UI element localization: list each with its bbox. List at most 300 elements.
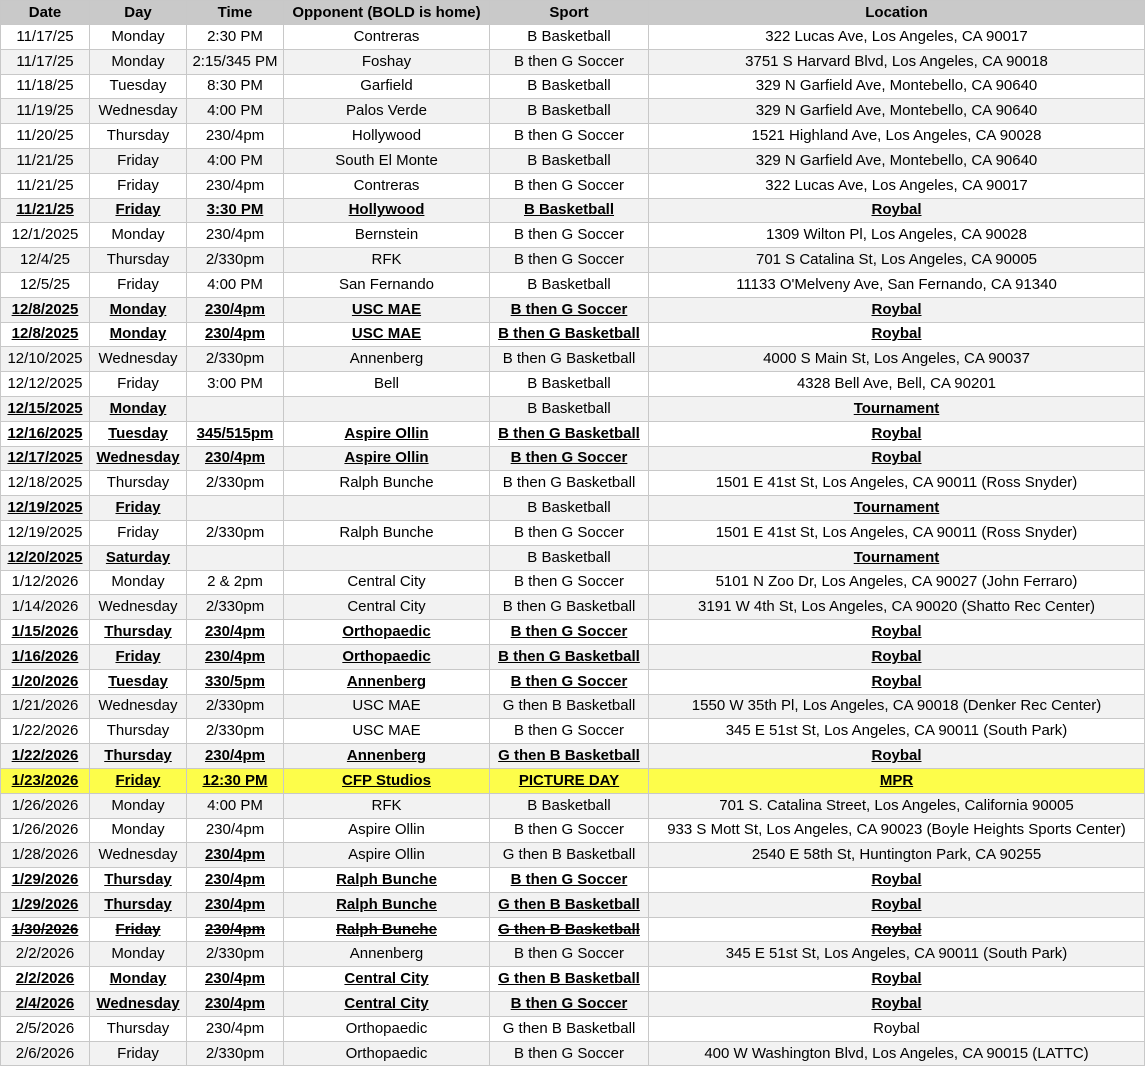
table-row: [1, 818, 1145, 843]
cell-date[interactable]: 11/20/25: [1, 124, 90, 149]
cell-day[interactable]: Monday: [90, 570, 187, 595]
cell-date[interactable]: 1/26/2026: [1, 793, 90, 818]
cell-opponent[interactable]: Annenberg: [284, 942, 490, 967]
cell-location[interactable]: 3191 W 4th St, Los Angeles, CA 90020 (Shatto Rec Center): [649, 595, 1145, 620]
cell-date[interactable]: 12/5/25: [1, 272, 90, 297]
cell-day[interactable]: Monday: [90, 818, 187, 843]
cell-day[interactable]: Thursday: [90, 744, 187, 769]
table-row: [1, 620, 1145, 645]
table-row: [1, 942, 1145, 967]
cell-location[interactable]: Tournament: [649, 545, 1145, 570]
cell-date[interactable]: 11/17/25: [1, 49, 90, 74]
cell-day[interactable]: Thursday: [90, 1016, 187, 1041]
table-row: [1, 669, 1145, 694]
cell-time[interactable]: 2/330pm: [187, 719, 284, 744]
table-row: [1, 868, 1145, 893]
table-row: [1, 223, 1145, 248]
cell-date[interactable]: 2/5/2026: [1, 1016, 90, 1041]
cell-day[interactable]: Monday: [90, 396, 187, 421]
cell-opponent[interactable]: Foshay: [284, 49, 490, 74]
table-row: [1, 843, 1145, 868]
cell-day[interactable]: Wednesday: [90, 347, 187, 372]
cell-sport[interactable]: B then G Soccer: [490, 49, 649, 74]
cell-date[interactable]: 2/2/2026: [1, 967, 90, 992]
cell-location[interactable]: Roybal: [649, 892, 1145, 917]
cell-location[interactable]: 933 S Mott St, Los Angeles, CA 90023 (Boyle Heights Sports Center): [649, 818, 1145, 843]
cell-day[interactable]: Wednesday: [90, 99, 187, 124]
cell-time[interactable]: 230/4pm: [187, 620, 284, 645]
cell-day[interactable]: Wednesday: [90, 694, 187, 719]
cell-sport[interactable]: B then G Soccer: [490, 620, 649, 645]
cell-date[interactable]: 2/2/2026: [1, 942, 90, 967]
cell-time[interactable]: [187, 496, 284, 521]
cell-sport[interactable]: B then G Soccer: [490, 669, 649, 694]
cell-location[interactable]: 345 E 51st St, Los Angeles, CA 90011 (South Park): [649, 942, 1145, 967]
cell-day[interactable]: Wednesday: [90, 992, 187, 1017]
cell-time[interactable]: 345/515pm: [187, 421, 284, 446]
cell-opponent[interactable]: CFP Studios: [284, 768, 490, 793]
cell-date[interactable]: 1/23/2026: [1, 768, 90, 793]
cell-location[interactable]: 322 Lucas Ave, Los Angeles, CA 90017: [649, 173, 1145, 198]
cell-day[interactable]: Monday: [90, 297, 187, 322]
cell-date[interactable]: 12/19/2025: [1, 496, 90, 521]
cell-time[interactable]: [187, 396, 284, 421]
cell-sport[interactable]: B then G Soccer: [490, 818, 649, 843]
cell-sport[interactable]: G then B Basketball: [490, 917, 649, 942]
cell-time[interactable]: [187, 545, 284, 570]
cell-time[interactable]: 2/330pm: [187, 347, 284, 372]
cell-day[interactable]: Friday: [90, 148, 187, 173]
cell-opponent[interactable]: Orthopaedic: [284, 1016, 490, 1041]
table-row: [1, 74, 1145, 99]
table-row: [1, 272, 1145, 297]
cell-location[interactable]: 329 N Garfield Ave, Montebello, CA 90640: [649, 74, 1145, 99]
cell-day[interactable]: Monday: [90, 942, 187, 967]
cell-date[interactable]: 12/16/2025: [1, 421, 90, 446]
cell-opponent[interactable]: Ralph Bunche: [284, 471, 490, 496]
cell-location[interactable]: 329 N Garfield Ave, Montebello, CA 90640: [649, 148, 1145, 173]
cell-opponent[interactable]: RFK: [284, 248, 490, 273]
table-row: [1, 446, 1145, 471]
cell-location[interactable]: 4328 Bell Ave, Bell, CA 90201: [649, 372, 1145, 397]
cell-sport[interactable]: B Basketball: [490, 148, 649, 173]
cell-time[interactable]: 230/4pm: [187, 818, 284, 843]
column-header-opponent[interactable]: Opponent (BOLD is home): [284, 1, 490, 25]
cell-time[interactable]: 2 & 2pm: [187, 570, 284, 595]
cell-sport[interactable]: B Basketball: [490, 496, 649, 521]
cell-sport[interactable]: B Basketball: [490, 198, 649, 223]
cell-location[interactable]: 322 Lucas Ave, Los Angeles, CA 90017: [649, 25, 1145, 50]
table-row: [1, 99, 1145, 124]
cell-sport[interactable]: B then G Basketball: [490, 421, 649, 446]
cell-sport[interactable]: B then G Soccer: [490, 173, 649, 198]
cell-date[interactable]: 1/30/2026: [1, 917, 90, 942]
column-header-time[interactable]: Time: [187, 1, 284, 25]
cell-sport[interactable]: B then G Basketball: [490, 595, 649, 620]
cell-date[interactable]: 12/20/2025: [1, 545, 90, 570]
cell-location[interactable]: Roybal: [649, 744, 1145, 769]
cell-sport[interactable]: B then G Soccer: [490, 992, 649, 1017]
cell-time[interactable]: 230/4pm: [187, 1016, 284, 1041]
cell-time[interactable]: 4:00 PM: [187, 793, 284, 818]
cell-location[interactable]: 701 S. Catalina Street, Los Angeles, California 90005: [649, 793, 1145, 818]
cell-opponent[interactable]: Palos Verde: [284, 99, 490, 124]
table-row: [1, 49, 1145, 74]
table-row: [1, 372, 1145, 397]
cell-day[interactable]: Thursday: [90, 719, 187, 744]
table-row: [1, 148, 1145, 173]
cell-opponent[interactable]: [284, 545, 490, 570]
cell-time[interactable]: 4:00 PM: [187, 148, 284, 173]
table-row: [1, 793, 1145, 818]
cell-day[interactable]: Thursday: [90, 868, 187, 893]
cell-location[interactable]: Roybal: [649, 992, 1145, 1017]
cell-opponent[interactable]: Central City: [284, 967, 490, 992]
cell-day[interactable]: Monday: [90, 967, 187, 992]
cell-day[interactable]: Wednesday: [90, 446, 187, 471]
cell-time[interactable]: 330/5pm: [187, 669, 284, 694]
cell-date[interactable]: 1/20/2026: [1, 669, 90, 694]
table-row: [1, 967, 1145, 992]
cell-time[interactable]: 2/330pm: [187, 248, 284, 273]
cell-date[interactable]: 11/17/25: [1, 25, 90, 50]
cell-location[interactable]: Roybal: [649, 868, 1145, 893]
table-row: [1, 1041, 1145, 1066]
cell-time[interactable]: 2/330pm: [187, 520, 284, 545]
cell-day[interactable]: Friday: [90, 372, 187, 397]
cell-date[interactable]: 2/4/2026: [1, 992, 90, 1017]
cell-date[interactable]: 12/18/2025: [1, 471, 90, 496]
cell-day[interactable]: Friday: [90, 198, 187, 223]
cell-location[interactable]: Roybal: [649, 446, 1145, 471]
cell-date[interactable]: 1/15/2026: [1, 620, 90, 645]
cell-time[interactable]: 230/4pm: [187, 868, 284, 893]
cell-time[interactable]: 2/330pm: [187, 942, 284, 967]
cell-time[interactable]: 230/4pm: [187, 843, 284, 868]
cell-location[interactable]: Roybal: [649, 421, 1145, 446]
cell-day[interactable]: Tuesday: [90, 669, 187, 694]
cell-date[interactable]: 12/17/2025: [1, 446, 90, 471]
cell-sport[interactable]: B then G Soccer: [490, 570, 649, 595]
cell-sport[interactable]: B then G Soccer: [490, 223, 649, 248]
cell-opponent[interactable]: Garfield: [284, 74, 490, 99]
cell-opponent[interactable]: Hollywood: [284, 198, 490, 223]
cell-sport[interactable]: B then G Basketball: [490, 644, 649, 669]
column-header-day[interactable]: Day: [90, 1, 187, 25]
cell-sport[interactable]: B then G Soccer: [490, 1041, 649, 1066]
cell-sport[interactable]: B then G Soccer: [490, 719, 649, 744]
cell-time[interactable]: 230/4pm: [187, 297, 284, 322]
cell-sport[interactable]: B Basketball: [490, 396, 649, 421]
cell-opponent[interactable]: Aspire Ollin: [284, 843, 490, 868]
cell-location[interactable]: 345 E 51st St, Los Angeles, CA 90011 (South Park): [649, 719, 1145, 744]
cell-date[interactable]: 11/21/25: [1, 198, 90, 223]
table-row: [1, 768, 1145, 793]
table-row: [1, 297, 1145, 322]
cell-day[interactable]: Thursday: [90, 248, 187, 273]
cell-opponent[interactable]: Ralph Bunche: [284, 892, 490, 917]
cell-opponent[interactable]: Aspire Ollin: [284, 446, 490, 471]
cell-day[interactable]: Thursday: [90, 620, 187, 645]
cell-time[interactable]: 3:30 PM: [187, 198, 284, 223]
cell-date[interactable]: 1/12/2026: [1, 570, 90, 595]
cell-opponent[interactable]: Annenberg: [284, 669, 490, 694]
cell-day[interactable]: Friday: [90, 173, 187, 198]
cell-location[interactable]: Tournament: [649, 496, 1145, 521]
table-row: [1, 892, 1145, 917]
cell-location[interactable]: 400 W Washington Blvd, Los Angeles, CA 90015 (LATTC): [649, 1041, 1145, 1066]
cell-sport[interactable]: B Basketball: [490, 793, 649, 818]
cell-date[interactable]: 12/10/2025: [1, 347, 90, 372]
cell-opponent[interactable]: Central City: [284, 595, 490, 620]
cell-time[interactable]: 230/4pm: [187, 446, 284, 471]
table-row: [1, 545, 1145, 570]
cell-day[interactable]: Thursday: [90, 124, 187, 149]
table-row: [1, 694, 1145, 719]
cell-date[interactable]: 12/8/2025: [1, 322, 90, 347]
cell-location[interactable]: 4000 S Main St, Los Angeles, CA 90037: [649, 347, 1145, 372]
cell-location[interactable]: 1521 Highland Ave, Los Angeles, CA 90028: [649, 124, 1145, 149]
cell-time[interactable]: 3:00 PM: [187, 372, 284, 397]
cell-day[interactable]: Tuesday: [90, 74, 187, 99]
cell-date[interactable]: 12/4/25: [1, 248, 90, 273]
cell-location[interactable]: 1501 E 41st St, Los Angeles, CA 90011 (Ross Snyder): [649, 471, 1145, 496]
cell-opponent[interactable]: Annenberg: [284, 347, 490, 372]
cell-opponent[interactable]: Bernstein: [284, 223, 490, 248]
cell-sport[interactable]: B Basketball: [490, 372, 649, 397]
cell-day[interactable]: Tuesday: [90, 421, 187, 446]
cell-day[interactable]: Thursday: [90, 892, 187, 917]
cell-opponent[interactable]: San Fernando: [284, 272, 490, 297]
cell-time[interactable]: 2/330pm: [187, 694, 284, 719]
cell-sport[interactable]: B then G Soccer: [490, 124, 649, 149]
cell-date[interactable]: 12/1/2025: [1, 223, 90, 248]
cell-day[interactable]: Friday: [90, 917, 187, 942]
cell-opponent[interactable]: Ralph Bunche: [284, 868, 490, 893]
cell-day[interactable]: Monday: [90, 49, 187, 74]
cell-sport[interactable]: B then G Soccer: [490, 297, 649, 322]
table-row: [1, 173, 1145, 198]
cell-location[interactable]: Roybal: [649, 967, 1145, 992]
cell-sport[interactable]: B then G Soccer: [490, 868, 649, 893]
cell-location[interactable]: 1550 W 35th Pl, Los Angeles, CA 90018 (Denker Rec Center): [649, 694, 1145, 719]
cell-location[interactable]: Roybal: [649, 297, 1145, 322]
cell-sport[interactable]: B Basketball: [490, 99, 649, 124]
table-row: [1, 421, 1145, 446]
cell-date[interactable]: 1/22/2026: [1, 719, 90, 744]
table-row: [1, 917, 1145, 942]
cell-opponent[interactable]: South El Monte: [284, 148, 490, 173]
cell-sport[interactable]: B Basketball: [490, 272, 649, 297]
cell-date[interactable]: 1/26/2026: [1, 818, 90, 843]
cell-opponent[interactable]: Annenberg: [284, 744, 490, 769]
table-row: [1, 496, 1145, 521]
cell-location[interactable]: Roybal: [649, 669, 1145, 694]
cell-time[interactable]: 8:30 PM: [187, 74, 284, 99]
cell-opponent[interactable]: Central City: [284, 570, 490, 595]
cell-date[interactable]: 11/19/25: [1, 99, 90, 124]
cell-location[interactable]: Roybal: [649, 1016, 1145, 1041]
cell-opponent[interactable]: Orthopaedic: [284, 1041, 490, 1066]
table-row: [1, 744, 1145, 769]
cell-sport[interactable]: G then B Basketball: [490, 843, 649, 868]
cell-day[interactable]: Wednesday: [90, 595, 187, 620]
cell-opponent[interactable]: RFK: [284, 793, 490, 818]
cell-opponent[interactable]: Ralph Bunche: [284, 520, 490, 545]
header-row: [1, 1, 1145, 25]
cell-day[interactable]: Thursday: [90, 471, 187, 496]
cell-sport[interactable]: B then G Soccer: [490, 520, 649, 545]
cell-date[interactable]: 12/8/2025: [1, 297, 90, 322]
table-row: [1, 248, 1145, 273]
cell-time[interactable]: 2/330pm: [187, 1041, 284, 1066]
table-row: [1, 471, 1145, 496]
cell-sport[interactable]: B then G Basketball: [490, 471, 649, 496]
cell-opponent[interactable]: Aspire Ollin: [284, 818, 490, 843]
table-row: [1, 396, 1145, 421]
cell-opponent[interactable]: Orthopaedic: [284, 644, 490, 669]
cell-opponent[interactable]: Ralph Bunche: [284, 917, 490, 942]
cell-day[interactable]: Friday: [90, 768, 187, 793]
cell-time[interactable]: 230/4pm: [187, 917, 284, 942]
cell-location[interactable]: Roybal: [649, 198, 1145, 223]
cell-opponent[interactable]: Central City: [284, 992, 490, 1017]
cell-time[interactable]: 230/4pm: [187, 223, 284, 248]
table-row: [1, 124, 1145, 149]
cell-sport[interactable]: B Basketball: [490, 74, 649, 99]
cell-location[interactable]: 3751 S Harvard Blvd, Los Angeles, CA 90018: [649, 49, 1145, 74]
cell-date[interactable]: 12/12/2025: [1, 372, 90, 397]
cell-opponent[interactable]: Aspire Ollin: [284, 421, 490, 446]
cell-location[interactable]: 2540 E 58th St, Huntington Park, CA 90255: [649, 843, 1145, 868]
cell-sport[interactable]: B then G Soccer: [490, 248, 649, 273]
cell-location[interactable]: 1309 Wilton Pl, Los Angeles, CA 90028: [649, 223, 1145, 248]
cell-time[interactable]: 2/330pm: [187, 471, 284, 496]
cell-opponent[interactable]: Orthopaedic: [284, 620, 490, 645]
cell-date[interactable]: 11/18/25: [1, 74, 90, 99]
cell-opponent[interactable]: Contreras: [284, 173, 490, 198]
cell-location[interactable]: Roybal: [649, 917, 1145, 942]
cell-sport[interactable]: B Basketball: [490, 25, 649, 50]
cell-day[interactable]: Saturday: [90, 545, 187, 570]
cell-date[interactable]: 1/22/2026: [1, 744, 90, 769]
cell-sport[interactable]: B then G Basketball: [490, 322, 649, 347]
cell-sport[interactable]: PICTURE DAY: [490, 768, 649, 793]
cell-day[interactable]: Friday: [90, 496, 187, 521]
cell-day[interactable]: Monday: [90, 793, 187, 818]
cell-day[interactable]: Friday: [90, 520, 187, 545]
cell-opponent[interactable]: USC MAE: [284, 322, 490, 347]
cell-time[interactable]: 230/4pm: [187, 322, 284, 347]
cell-opponent[interactable]: [284, 396, 490, 421]
cell-day[interactable]: Friday: [90, 644, 187, 669]
cell-day[interactable]: Friday: [90, 1041, 187, 1066]
cell-location[interactable]: Roybal: [649, 644, 1145, 669]
cell-location[interactable]: Roybal: [649, 322, 1145, 347]
cell-day[interactable]: Monday: [90, 25, 187, 50]
cell-sport[interactable]: G then B Basketball: [490, 744, 649, 769]
cell-sport[interactable]: G then B Basketball: [490, 1016, 649, 1041]
cell-location[interactable]: 5101 N Zoo Dr, Los Angeles, CA 90027 (John Ferraro): [649, 570, 1145, 595]
cell-location[interactable]: 11133 O'Melveny Ave, San Fernando, CA 91340: [649, 272, 1145, 297]
cell-sport[interactable]: B then G Basketball: [490, 347, 649, 372]
cell-location[interactable]: 1501 E 41st St, Los Angeles, CA 90011 (Ross Snyder): [649, 520, 1145, 545]
table-row: [1, 1016, 1145, 1041]
cell-date[interactable]: 11/21/25: [1, 148, 90, 173]
cell-location[interactable]: MPR: [649, 768, 1145, 793]
cell-day[interactable]: Wednesday: [90, 843, 187, 868]
cell-sport[interactable]: G then B Basketball: [490, 892, 649, 917]
cell-opponent[interactable]: Contreras: [284, 25, 490, 50]
cell-time[interactable]: 2:30 PM: [187, 25, 284, 50]
cell-day[interactable]: Monday: [90, 223, 187, 248]
cell-opponent[interactable]: USC MAE: [284, 297, 490, 322]
cell-date[interactable]: 2/6/2026: [1, 1041, 90, 1066]
cell-day[interactable]: Friday: [90, 272, 187, 297]
table-row: [1, 25, 1145, 50]
cell-time[interactable]: 2/330pm: [187, 595, 284, 620]
table-row: [1, 347, 1145, 372]
cell-location[interactable]: Tournament: [649, 396, 1145, 421]
cell-time[interactable]: 4:00 PM: [187, 99, 284, 124]
cell-date[interactable]: 1/29/2026: [1, 892, 90, 917]
table-row: [1, 719, 1145, 744]
cell-time[interactable]: 230/4pm: [187, 744, 284, 769]
cell-date[interactable]: 12/19/2025: [1, 520, 90, 545]
cell-date[interactable]: 1/14/2026: [1, 595, 90, 620]
schedule-body: [1, 25, 1145, 1066]
cell-date[interactable]: 1/29/2026: [1, 868, 90, 893]
cell-time[interactable]: 12:30 PM: [187, 768, 284, 793]
cell-time[interactable]: 230/4pm: [187, 173, 284, 198]
cell-sport[interactable]: B Basketball: [490, 545, 649, 570]
cell-opponent[interactable]: USC MAE: [284, 694, 490, 719]
column-header-sport[interactable]: Sport: [490, 1, 649, 25]
cell-location[interactable]: Roybal: [649, 620, 1145, 645]
cell-sport[interactable]: B then G Soccer: [490, 446, 649, 471]
cell-time[interactable]: 230/4pm: [187, 124, 284, 149]
cell-opponent[interactable]: Hollywood: [284, 124, 490, 149]
cell-sport[interactable]: B then G Soccer: [490, 942, 649, 967]
cell-time[interactable]: 230/4pm: [187, 992, 284, 1017]
cell-location[interactable]: 329 N Garfield Ave, Montebello, CA 90640: [649, 99, 1145, 124]
cell-date[interactable]: 1/28/2026: [1, 843, 90, 868]
cell-date[interactable]: 1/21/2026: [1, 694, 90, 719]
cell-time[interactable]: 230/4pm: [187, 644, 284, 669]
cell-location[interactable]: 701 S Catalina St, Los Angeles, CA 90005: [649, 248, 1145, 273]
column-header-location[interactable]: Location: [649, 1, 1145, 25]
cell-time[interactable]: 230/4pm: [187, 967, 284, 992]
cell-opponent[interactable]: USC MAE: [284, 719, 490, 744]
table-row: [1, 595, 1145, 620]
table-row: [1, 570, 1145, 595]
cell-sport[interactable]: G then B Basketball: [490, 967, 649, 992]
column-header-date[interactable]: Date: [1, 1, 90, 25]
table-row: [1, 644, 1145, 669]
cell-time[interactable]: 2:15/345 PM: [187, 49, 284, 74]
cell-sport[interactable]: G then B Basketball: [490, 694, 649, 719]
table-row: [1, 322, 1145, 347]
cell-date[interactable]: 12/15/2025: [1, 396, 90, 421]
cell-time[interactable]: 4:00 PM: [187, 272, 284, 297]
cell-opponent[interactable]: Bell: [284, 372, 490, 397]
cell-day[interactable]: Monday: [90, 322, 187, 347]
cell-opponent[interactable]: [284, 496, 490, 521]
cell-date[interactable]: 1/16/2026: [1, 644, 90, 669]
table-row: [1, 992, 1145, 1017]
cell-time[interactable]: 230/4pm: [187, 892, 284, 917]
cell-date[interactable]: 11/21/25: [1, 173, 90, 198]
